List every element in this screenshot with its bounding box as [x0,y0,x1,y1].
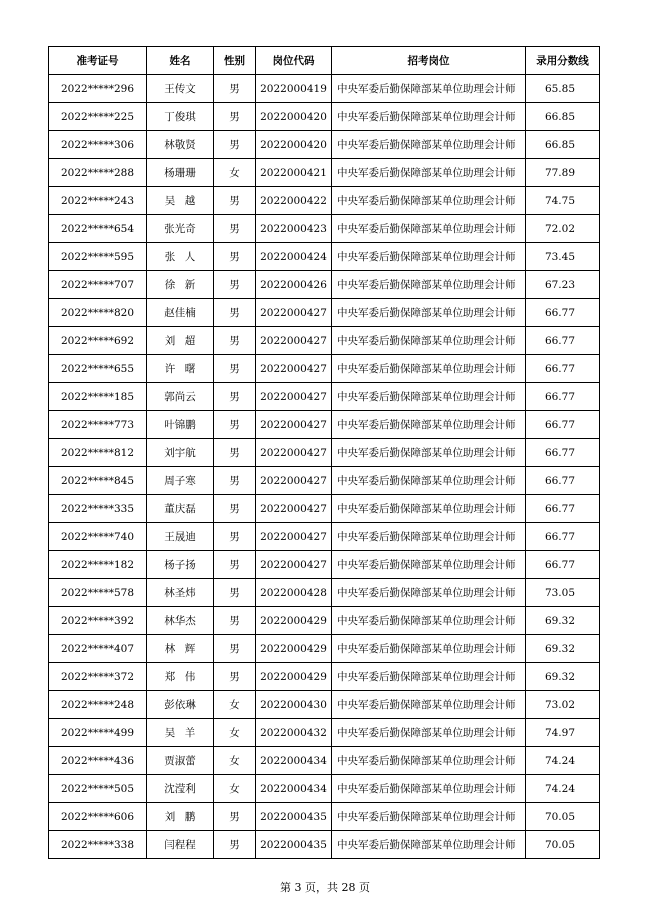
gender-cell: 女 [214,747,256,775]
post-title-cell: 中央军委后勤保障部某单位助理会计师 [332,411,526,439]
exam-id-header: 准考证号 [49,47,147,75]
table-row [49,411,600,439]
name-cell: 丁俊琪 [147,103,214,131]
name-cell: 王晟迪 [147,523,214,551]
post-code-cell: 2022000435 [256,803,332,831]
post-title-cell: 中央军委后勤保障部某单位助理会计师 [332,579,526,607]
table-row [49,551,600,579]
score-line-cell: 74.75 [526,187,600,215]
table-row [49,215,600,243]
name-cell: 林圣炜 [147,579,214,607]
post-title-cell: 中央军委后勤保障部某单位助理会计师 [332,187,526,215]
name-cell: 贾淑蕾 [147,747,214,775]
post-title-cell: 中央军委后勤保障部某单位助理会计师 [332,635,526,663]
post-code-cell: 2022000427 [256,355,332,383]
gender-cell: 男 [214,635,256,663]
gender-cell: 男 [214,299,256,327]
score-line-cell: 73.05 [526,579,600,607]
post-code-cell: 2022000429 [256,635,332,663]
gender-cell: 男 [214,383,256,411]
table-row [49,579,600,607]
post-code-cell: 2022000427 [256,327,332,355]
post-code-cell: 2022000427 [256,523,332,551]
gender-cell: 男 [214,243,256,271]
post-title-cell: 中央军委后勤保障部某单位助理会计师 [332,327,526,355]
post-title-cell: 中央军委后勤保障部某单位助理会计师 [332,159,526,187]
name-cell: 许曙 [147,355,214,383]
table-row [49,103,600,131]
gender-cell: 女 [214,159,256,187]
exam-id-cell: 2022*****773 [49,411,147,439]
score-line-cell: 66.77 [526,551,600,579]
score-line-cell: 69.32 [526,635,600,663]
score-line-cell: 73.45 [526,243,600,271]
table-row [49,439,600,467]
gender-cell: 男 [214,831,256,859]
exam-id-cell: 2022*****248 [49,691,147,719]
exam-id-cell: 2022*****182 [49,551,147,579]
exam-id-cell: 2022*****436 [49,747,147,775]
score-table [48,46,600,859]
gender-cell: 男 [214,439,256,467]
exam-id-cell: 2022*****655 [49,355,147,383]
name-cell: 刘超 [147,327,214,355]
score-line-cell: 66.77 [526,299,600,327]
post-title-cell: 中央军委后勤保障部某单位助理会计师 [332,719,526,747]
post-title-cell: 中央军委后勤保障部某单位助理会计师 [332,495,526,523]
name-cell: 叶锦鹏 [147,411,214,439]
post-title-cell: 中央军委后勤保障部某单位助理会计师 [332,383,526,411]
score-line-cell: 70.05 [526,831,600,859]
exam-id-cell: 2022*****707 [49,271,147,299]
exam-id-cell: 2022*****306 [49,131,147,159]
gender-cell: 男 [214,579,256,607]
table-row [49,607,600,635]
table-row [49,635,600,663]
exam-id-cell: 2022*****499 [49,719,147,747]
score-line-cell: 66.85 [526,131,600,159]
gender-cell: 男 [214,803,256,831]
post-title-cell: 中央军委后勤保障部某单位助理会计师 [332,747,526,775]
post-code-cell: 2022000435 [256,831,332,859]
name-header: 姓名 [147,47,214,75]
post-title-cell: 中央军委后勤保障部某单位助理会计师 [332,215,526,243]
table-row [49,271,600,299]
score-line-cell: 73.02 [526,691,600,719]
gender-cell: 女 [214,691,256,719]
table-row [49,355,600,383]
score-line-cell: 69.32 [526,607,600,635]
post-title-cell: 中央军委后勤保障部某单位助理会计师 [332,271,526,299]
table-row [49,775,600,803]
post-code-cell: 2022000434 [256,747,332,775]
score-line-cell: 74.24 [526,747,600,775]
post-title-cell: 中央军委后勤保障部某单位助理会计师 [332,439,526,467]
score-line-cell: 77.89 [526,159,600,187]
table-row [49,327,600,355]
score-line-cell: 72.02 [526,215,600,243]
post-code-cell: 2022000424 [256,243,332,271]
exam-id-cell: 2022*****185 [49,383,147,411]
table-row [49,187,600,215]
header-row [49,47,600,75]
gender-cell: 男 [214,131,256,159]
name-cell: 沈滢利 [147,775,214,803]
name-cell: 王传文 [147,75,214,103]
score-line-cell: 67.23 [526,271,600,299]
score-line-cell: 66.77 [526,411,600,439]
exam-id-cell: 2022*****392 [49,607,147,635]
post-title-cell: 中央军委后勤保障部某单位助理会计师 [332,523,526,551]
gender-cell: 男 [214,103,256,131]
name-cell: 吴羊 [147,719,214,747]
table-row [49,831,600,859]
gender-cell: 男 [214,327,256,355]
score-line-cell: 74.97 [526,719,600,747]
post-title-cell: 中央军委后勤保障部某单位助理会计师 [332,551,526,579]
gender-cell: 男 [214,355,256,383]
name-cell: 林辉 [147,635,214,663]
exam-id-cell: 2022*****505 [49,775,147,803]
post-title-cell: 中央军委后勤保障部某单位助理会计师 [332,607,526,635]
table-row [49,523,600,551]
post-code-cell: 2022000428 [256,579,332,607]
post-code-header: 岗位代码 [256,47,332,75]
score-line-cell: 66.77 [526,327,600,355]
exam-id-cell: 2022*****225 [49,103,147,131]
exam-id-cell: 2022*****692 [49,327,147,355]
exam-id-cell: 2022*****606 [49,803,147,831]
exam-id-cell: 2022*****335 [49,495,147,523]
post-title-header: 招考岗位 [332,47,526,75]
score-line-cell: 66.77 [526,495,600,523]
exam-id-cell: 2022*****243 [49,187,147,215]
table-row [49,75,600,103]
score-line-cell: 69.32 [526,663,600,691]
post-code-cell: 2022000427 [256,299,332,327]
post-code-cell: 2022000427 [256,495,332,523]
gender-cell: 男 [214,75,256,103]
exam-id-cell: 2022*****812 [49,439,147,467]
name-cell: 赵佳楠 [147,299,214,327]
table-row [49,383,600,411]
exam-id-cell: 2022*****288 [49,159,147,187]
score-line-cell: 66.77 [526,383,600,411]
table-row [49,663,600,691]
table-row [49,803,600,831]
post-code-cell: 2022000430 [256,691,332,719]
score-line-cell: 74.24 [526,775,600,803]
post-title-cell: 中央军委后勤保障部某单位助理会计师 [332,775,526,803]
table-row [49,467,600,495]
name-cell: 董庆磊 [147,495,214,523]
score-line-header: 录用分数线 [526,47,600,75]
table-row [49,719,600,747]
gender-cell: 男 [214,411,256,439]
gender-cell: 男 [214,551,256,579]
score-line-cell: 66.77 [526,467,600,495]
post-code-cell: 2022000427 [256,467,332,495]
name-cell: 周子寒 [147,467,214,495]
gender-cell: 女 [214,719,256,747]
post-title-cell: 中央军委后勤保障部某单位助理会计师 [332,355,526,383]
name-cell: 徐新 [147,271,214,299]
score-line-cell: 66.77 [526,355,600,383]
table-header [49,47,600,75]
name-cell: 吴越 [147,187,214,215]
post-title-cell: 中央军委后勤保障部某单位助理会计师 [332,691,526,719]
exam-id-cell: 2022*****338 [49,831,147,859]
exam-id-cell: 2022*****654 [49,215,147,243]
post-title-cell: 中央军委后勤保障部某单位助理会计师 [332,243,526,271]
score-line-cell: 66.85 [526,103,600,131]
post-code-cell: 2022000419 [256,75,332,103]
post-code-cell: 2022000427 [256,383,332,411]
exam-id-cell: 2022*****595 [49,243,147,271]
gender-cell: 男 [214,523,256,551]
post-code-cell: 2022000421 [256,159,332,187]
name-cell: 林敬贤 [147,131,214,159]
name-cell: 彭依琳 [147,691,214,719]
exam-id-cell: 2022*****578 [49,579,147,607]
exam-id-cell: 2022*****845 [49,467,147,495]
post-code-cell: 2022000427 [256,411,332,439]
post-code-cell: 2022000426 [256,271,332,299]
table-body [49,75,600,859]
exam-id-cell: 2022*****407 [49,635,147,663]
gender-header: 性别 [214,47,256,75]
table-row [49,747,600,775]
gender-cell: 男 [214,663,256,691]
gender-cell: 男 [214,467,256,495]
exam-id-cell: 2022*****372 [49,663,147,691]
name-cell: 闫程程 [147,831,214,859]
post-title-cell: 中央军委后勤保障部某单位助理会计师 [332,131,526,159]
gender-cell: 男 [214,271,256,299]
post-title-cell: 中央军委后勤保障部某单位助理会计师 [332,831,526,859]
post-code-cell: 2022000432 [256,719,332,747]
score-line-cell: 66.77 [526,523,600,551]
name-cell: 刘宇航 [147,439,214,467]
gender-cell: 女 [214,775,256,803]
name-cell: 张光奇 [147,215,214,243]
exam-id-cell: 2022*****820 [49,299,147,327]
post-code-cell: 2022000423 [256,215,332,243]
name-cell: 郭尚云 [147,383,214,411]
table-row [49,495,600,523]
gender-cell: 男 [214,607,256,635]
name-cell: 杨子扬 [147,551,214,579]
post-code-cell: 2022000429 [256,663,332,691]
post-title-cell: 中央军委后勤保障部某单位助理会计师 [332,299,526,327]
score-line-cell: 65.85 [526,75,600,103]
gender-cell: 男 [214,187,256,215]
exam-id-cell: 2022*****740 [49,523,147,551]
post-code-cell: 2022000422 [256,187,332,215]
post-title-cell: 中央军委后勤保障部某单位助理会计师 [332,803,526,831]
post-code-cell: 2022000420 [256,131,332,159]
table-row [49,131,600,159]
post-title-cell: 中央军委后勤保障部某单位助理会计师 [332,467,526,495]
name-cell: 张人 [147,243,214,271]
page-footer: 第 3 页，共 28 页 [280,881,370,894]
post-title-cell: 中央军委后勤保障部某单位助理会计师 [332,663,526,691]
table-row [49,691,600,719]
post-code-cell: 2022000427 [256,439,332,467]
name-cell: 刘鹏 [147,803,214,831]
name-cell: 郑伟 [147,663,214,691]
score-line-cell: 66.77 [526,439,600,467]
post-code-cell: 2022000429 [256,607,332,635]
score-line-cell: 70.05 [526,803,600,831]
post-title-cell: 中央军委后勤保障部某单位助理会计师 [332,103,526,131]
table-row [49,159,600,187]
gender-cell: 男 [214,215,256,243]
post-code-cell: 2022000420 [256,103,332,131]
post-code-cell: 2022000427 [256,551,332,579]
table-row [49,243,600,271]
post-code-cell: 2022000434 [256,775,332,803]
name-cell: 杨珊珊 [147,159,214,187]
post-title-cell: 中央军委后勤保障部某单位助理会计师 [332,75,526,103]
table-row [49,299,600,327]
name-cell: 林华杰 [147,607,214,635]
exam-id-cell: 2022*****296 [49,75,147,103]
gender-cell: 男 [214,495,256,523]
